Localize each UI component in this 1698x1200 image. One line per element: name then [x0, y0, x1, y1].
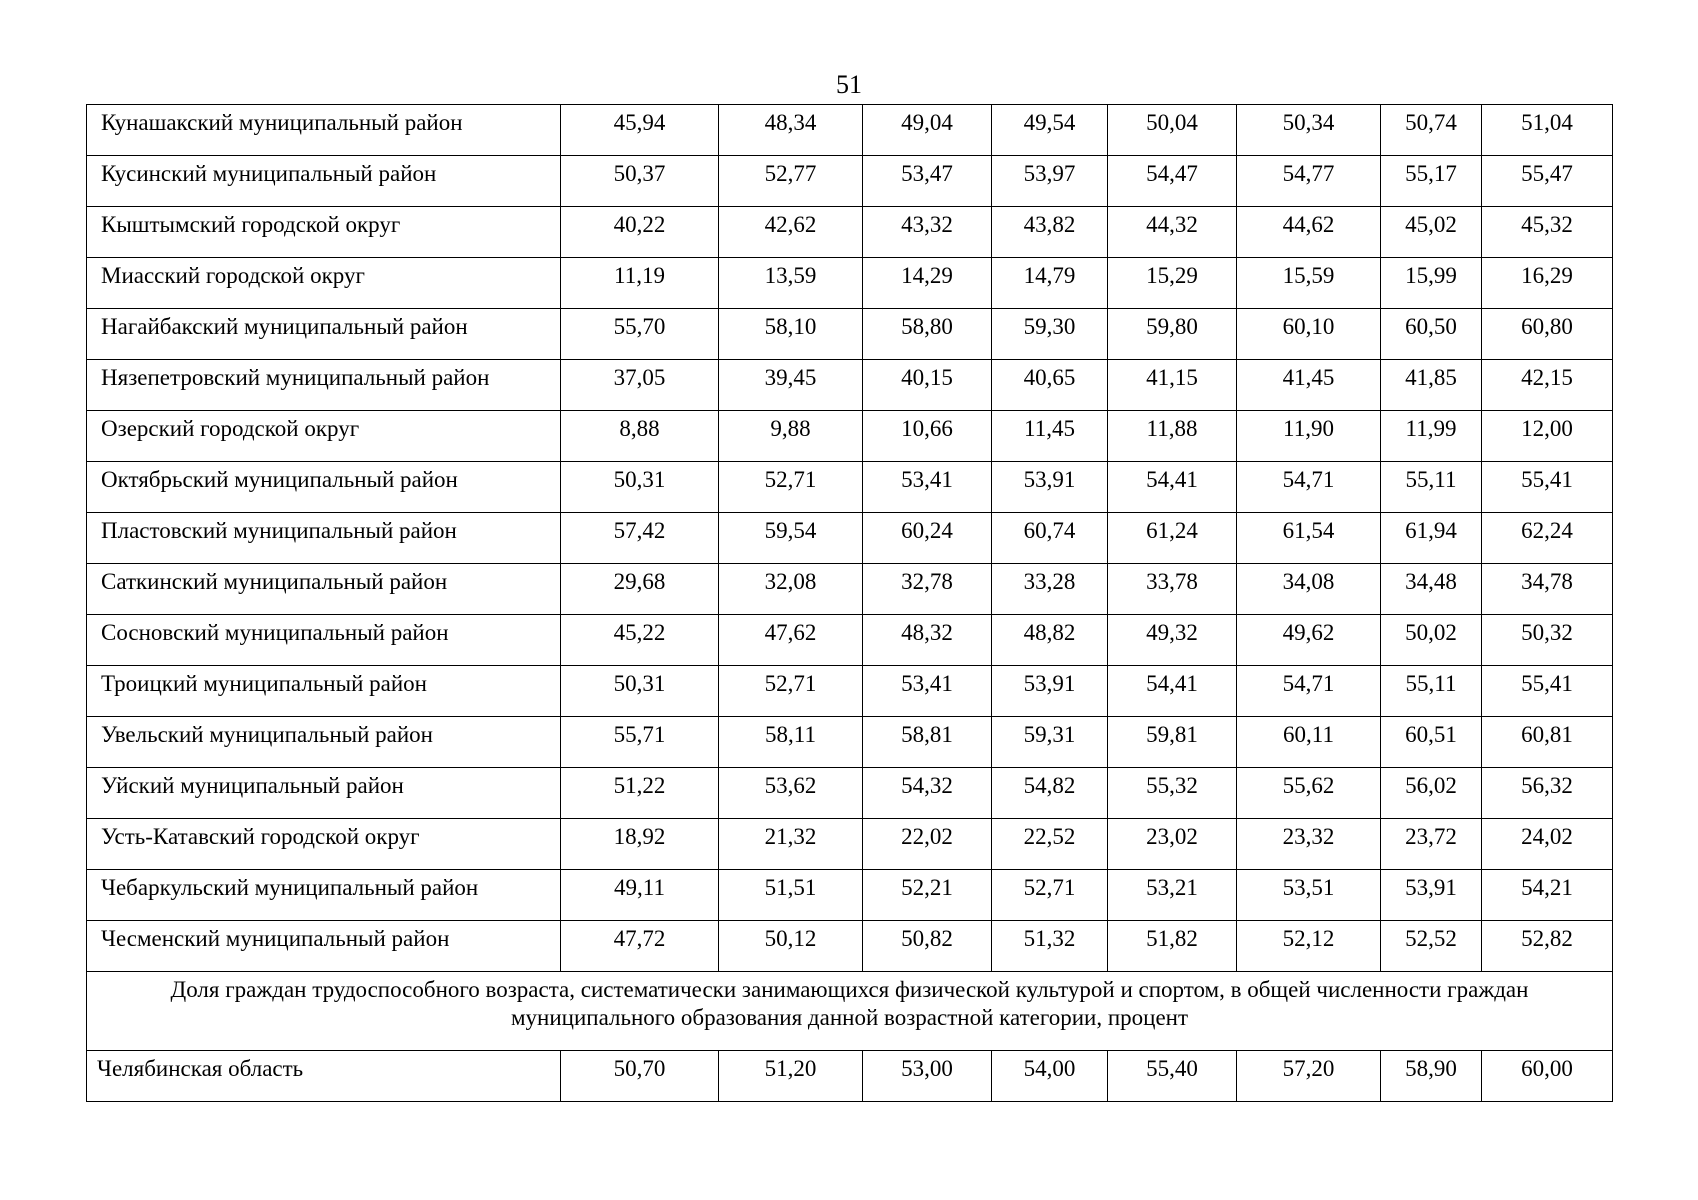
table-row [87, 717, 1613, 768]
value-cell: 53,21 [1108, 870, 1237, 921]
value-cell: 11,88 [1108, 411, 1237, 462]
table-row [87, 258, 1613, 309]
value-cell: 53,97 [992, 156, 1108, 207]
value-cell: 52,52 [1381, 921, 1482, 972]
value-cell: 32,78 [863, 564, 992, 615]
municipality-name-cell: Уйский муниципальный район [87, 768, 561, 819]
value-cell: 50,31 [561, 462, 719, 513]
value-cell: 45,02 [1381, 207, 1482, 258]
municipality-name-cell: Саткинский муниципальный район [87, 564, 561, 615]
value-cell: 58,11 [719, 717, 863, 768]
value-cell: 54,77 [1237, 156, 1381, 207]
value-cell: 8,88 [561, 411, 719, 462]
value-cell: 59,80 [1108, 309, 1237, 360]
municipality-name-cell: Усть-Катавский городской округ [87, 819, 561, 870]
value-cell: 54,41 [1108, 462, 1237, 513]
value-cell: 50,31 [561, 666, 719, 717]
value-cell: 11,99 [1381, 411, 1482, 462]
value-cell: 15,29 [1108, 258, 1237, 309]
value-cell: 56,02 [1381, 768, 1482, 819]
value-cell: 57,42 [561, 513, 719, 564]
value-cell: 50,12 [719, 921, 863, 972]
value-cell: 60,80 [1482, 309, 1613, 360]
value-cell: 22,02 [863, 819, 992, 870]
value-cell: 55,11 [1381, 462, 1482, 513]
value-cell: 21,32 [719, 819, 863, 870]
table-row [87, 462, 1613, 513]
value-cell: 47,72 [561, 921, 719, 972]
value-cell: 52,71 [719, 462, 863, 513]
value-cell: 59,81 [1108, 717, 1237, 768]
value-cell: 51,32 [992, 921, 1108, 972]
value-cell: 39,45 [719, 360, 863, 411]
value-cell: 49,32 [1108, 615, 1237, 666]
value-cell: 53,91 [992, 666, 1108, 717]
value-cell: 60,51 [1381, 717, 1482, 768]
indicator-table [86, 104, 1613, 1102]
value-cell: 55,47 [1482, 156, 1613, 207]
value-cell: 55,32 [1108, 768, 1237, 819]
total-row [87, 1051, 1613, 1102]
value-cell: 61,54 [1237, 513, 1381, 564]
table-row [87, 411, 1613, 462]
table-row [87, 360, 1613, 411]
value-cell: 62,24 [1482, 513, 1613, 564]
table-row [87, 156, 1613, 207]
value-cell: 44,62 [1237, 207, 1381, 258]
value-cell: 42,15 [1482, 360, 1613, 411]
value-cell: 53,41 [863, 666, 992, 717]
value-cell: 47,62 [719, 615, 863, 666]
value-cell: 50,34 [1237, 105, 1381, 156]
value-cell: 15,59 [1237, 258, 1381, 309]
value-cell: 53,51 [1237, 870, 1381, 921]
value-cell: 52,82 [1482, 921, 1613, 972]
value-cell: 51,22 [561, 768, 719, 819]
municipality-name-cell: Пластовский муниципальный район [87, 513, 561, 564]
value-cell: 59,54 [719, 513, 863, 564]
value-cell: 54,21 [1482, 870, 1613, 921]
value-cell: 49,11 [561, 870, 719, 921]
value-cell: 34,48 [1381, 564, 1482, 615]
value-cell: 58,80 [863, 309, 992, 360]
value-cell: 53,00 [863, 1051, 992, 1102]
municipality-name-cell: Миасский городской округ [87, 258, 561, 309]
value-cell: 54,41 [1108, 666, 1237, 717]
value-cell: 23,02 [1108, 819, 1237, 870]
value-cell: 54,47 [1108, 156, 1237, 207]
table-row [87, 207, 1613, 258]
municipality-name-cell: Чебаркульский муниципальный район [87, 870, 561, 921]
municipality-name-cell: Кунашакский муниципальный район [87, 105, 561, 156]
municipality-name-cell: Октябрьский муниципальный район [87, 462, 561, 513]
value-cell: 61,94 [1381, 513, 1482, 564]
value-cell: 11,45 [992, 411, 1108, 462]
value-cell: 55,40 [1108, 1051, 1237, 1102]
value-cell: 50,32 [1482, 615, 1613, 666]
value-cell: 53,47 [863, 156, 992, 207]
value-cell: 60,00 [1482, 1051, 1613, 1102]
value-cell: 41,15 [1108, 360, 1237, 411]
value-cell: 55,17 [1381, 156, 1482, 207]
value-cell: 60,10 [1237, 309, 1381, 360]
value-cell: 48,82 [992, 615, 1108, 666]
table-row [87, 615, 1613, 666]
table-row [87, 870, 1613, 921]
value-cell: 58,10 [719, 309, 863, 360]
value-cell: 52,71 [719, 666, 863, 717]
value-cell: 12,00 [1482, 411, 1613, 462]
value-cell: 51,51 [719, 870, 863, 921]
municipality-name-cell: Чесменский муниципальный район [87, 921, 561, 972]
value-cell: 48,34 [719, 105, 863, 156]
value-cell: 23,32 [1237, 819, 1381, 870]
value-cell: 9,88 [719, 411, 863, 462]
value-cell: 52,21 [863, 870, 992, 921]
value-cell: 60,74 [992, 513, 1108, 564]
value-cell: 54,32 [863, 768, 992, 819]
section-heading-line-1: Доля граждан трудоспособного возраста, систематически занимающихся физической культурой и спортом, в общей численности граждан [170, 977, 1529, 1002]
value-cell: 55,71 [561, 717, 719, 768]
value-cell: 45,22 [561, 615, 719, 666]
table-row [87, 309, 1613, 360]
value-cell: 45,32 [1482, 207, 1613, 258]
value-cell: 53,62 [719, 768, 863, 819]
table-row [87, 666, 1613, 717]
value-cell: 54,71 [1237, 666, 1381, 717]
value-cell: 54,71 [1237, 462, 1381, 513]
value-cell: 51,82 [1108, 921, 1237, 972]
municipality-name-cell: Озерский городской округ [87, 411, 561, 462]
value-cell: 59,30 [992, 309, 1108, 360]
value-cell: 55,70 [561, 309, 719, 360]
value-cell: 22,52 [992, 819, 1108, 870]
value-cell: 33,28 [992, 564, 1108, 615]
value-cell: 51,20 [719, 1051, 863, 1102]
value-cell: 51,04 [1482, 105, 1613, 156]
value-cell: 40,65 [992, 360, 1108, 411]
table-row [87, 819, 1613, 870]
value-cell: 49,62 [1237, 615, 1381, 666]
value-cell: 57,20 [1237, 1051, 1381, 1102]
municipality-name-cell: Нагайбакский муниципальный район [87, 309, 561, 360]
value-cell: 34,78 [1482, 564, 1613, 615]
value-cell: 41,45 [1237, 360, 1381, 411]
value-cell: 34,08 [1237, 564, 1381, 615]
value-cell: 14,29 [863, 258, 992, 309]
value-cell: 54,00 [992, 1051, 1108, 1102]
value-cell: 52,77 [719, 156, 863, 207]
value-cell: 32,08 [719, 564, 863, 615]
value-cell: 59,31 [992, 717, 1108, 768]
value-cell: 55,41 [1482, 666, 1613, 717]
value-cell: 55,41 [1482, 462, 1613, 513]
value-cell: 52,12 [1237, 921, 1381, 972]
value-cell: 16,29 [1482, 258, 1613, 309]
value-cell: 42,62 [719, 207, 863, 258]
table-row [87, 564, 1613, 615]
value-cell: 13,59 [719, 258, 863, 309]
value-cell: 11,90 [1237, 411, 1381, 462]
value-cell: 24,02 [1482, 819, 1613, 870]
value-cell: 18,92 [561, 819, 719, 870]
table-body [87, 105, 1613, 1102]
value-cell: 43,32 [863, 207, 992, 258]
value-cell: 58,90 [1381, 1051, 1482, 1102]
municipality-name-cell: Кусинский муниципальный район [87, 156, 561, 207]
value-cell: 52,71 [992, 870, 1108, 921]
section-heading-line-2: муниципального образования данной возрастной категории, процент [510, 1005, 1189, 1030]
value-cell: 53,91 [1381, 870, 1482, 921]
municipality-name-cell: Увельский муниципальный район [87, 717, 561, 768]
value-cell: 23,72 [1381, 819, 1482, 870]
table-row [87, 513, 1613, 564]
value-cell: 40,15 [863, 360, 992, 411]
value-cell: 50,74 [1381, 105, 1482, 156]
value-cell: 50,70 [561, 1051, 719, 1102]
value-cell: 50,04 [1108, 105, 1237, 156]
municipality-name-cell: Челябинская область [87, 1051, 561, 1102]
value-cell: 56,32 [1482, 768, 1613, 819]
value-cell: 41,85 [1381, 360, 1482, 411]
value-cell: 37,05 [561, 360, 719, 411]
value-cell: 60,81 [1482, 717, 1613, 768]
value-cell: 40,22 [561, 207, 719, 258]
table-row [87, 105, 1613, 156]
table-row [87, 768, 1613, 819]
value-cell: 49,04 [863, 105, 992, 156]
table-row [87, 921, 1613, 972]
section-heading [87, 972, 1613, 1051]
value-cell: 10,66 [863, 411, 992, 462]
value-cell: 53,91 [992, 462, 1108, 513]
value-cell: 55,62 [1237, 768, 1381, 819]
value-cell: 60,24 [863, 513, 992, 564]
value-cell: 14,79 [992, 258, 1108, 309]
value-cell: 50,02 [1381, 615, 1482, 666]
municipality-name-cell: Сосновский муниципальный район [87, 615, 561, 666]
value-cell: 55,11 [1381, 666, 1482, 717]
value-cell: 33,78 [1108, 564, 1237, 615]
value-cell: 15,99 [1381, 258, 1482, 309]
value-cell: 60,50 [1381, 309, 1482, 360]
value-cell: 43,82 [992, 207, 1108, 258]
municipality-name-cell: Кыштымский городской округ [87, 207, 561, 258]
value-cell: 11,19 [561, 258, 719, 309]
municipality-name-cell: Нязепетровский муниципальный район [87, 360, 561, 411]
value-cell: 44,32 [1108, 207, 1237, 258]
value-cell: 48,32 [863, 615, 992, 666]
value-cell: 50,82 [863, 921, 992, 972]
page-number: 51 [836, 70, 862, 99]
value-cell: 29,68 [561, 564, 719, 615]
value-cell: 60,11 [1237, 717, 1381, 768]
section-heading-row [87, 972, 1613, 1051]
value-cell: 61,24 [1108, 513, 1237, 564]
value-cell: 53,41 [863, 462, 992, 513]
value-cell: 50,37 [561, 156, 719, 207]
value-cell: 49,54 [992, 105, 1108, 156]
value-cell: 54,82 [992, 768, 1108, 819]
value-cell: 58,81 [863, 717, 992, 768]
value-cell: 45,94 [561, 105, 719, 156]
municipality-name-cell: Троицкий муниципальный район [87, 666, 561, 717]
